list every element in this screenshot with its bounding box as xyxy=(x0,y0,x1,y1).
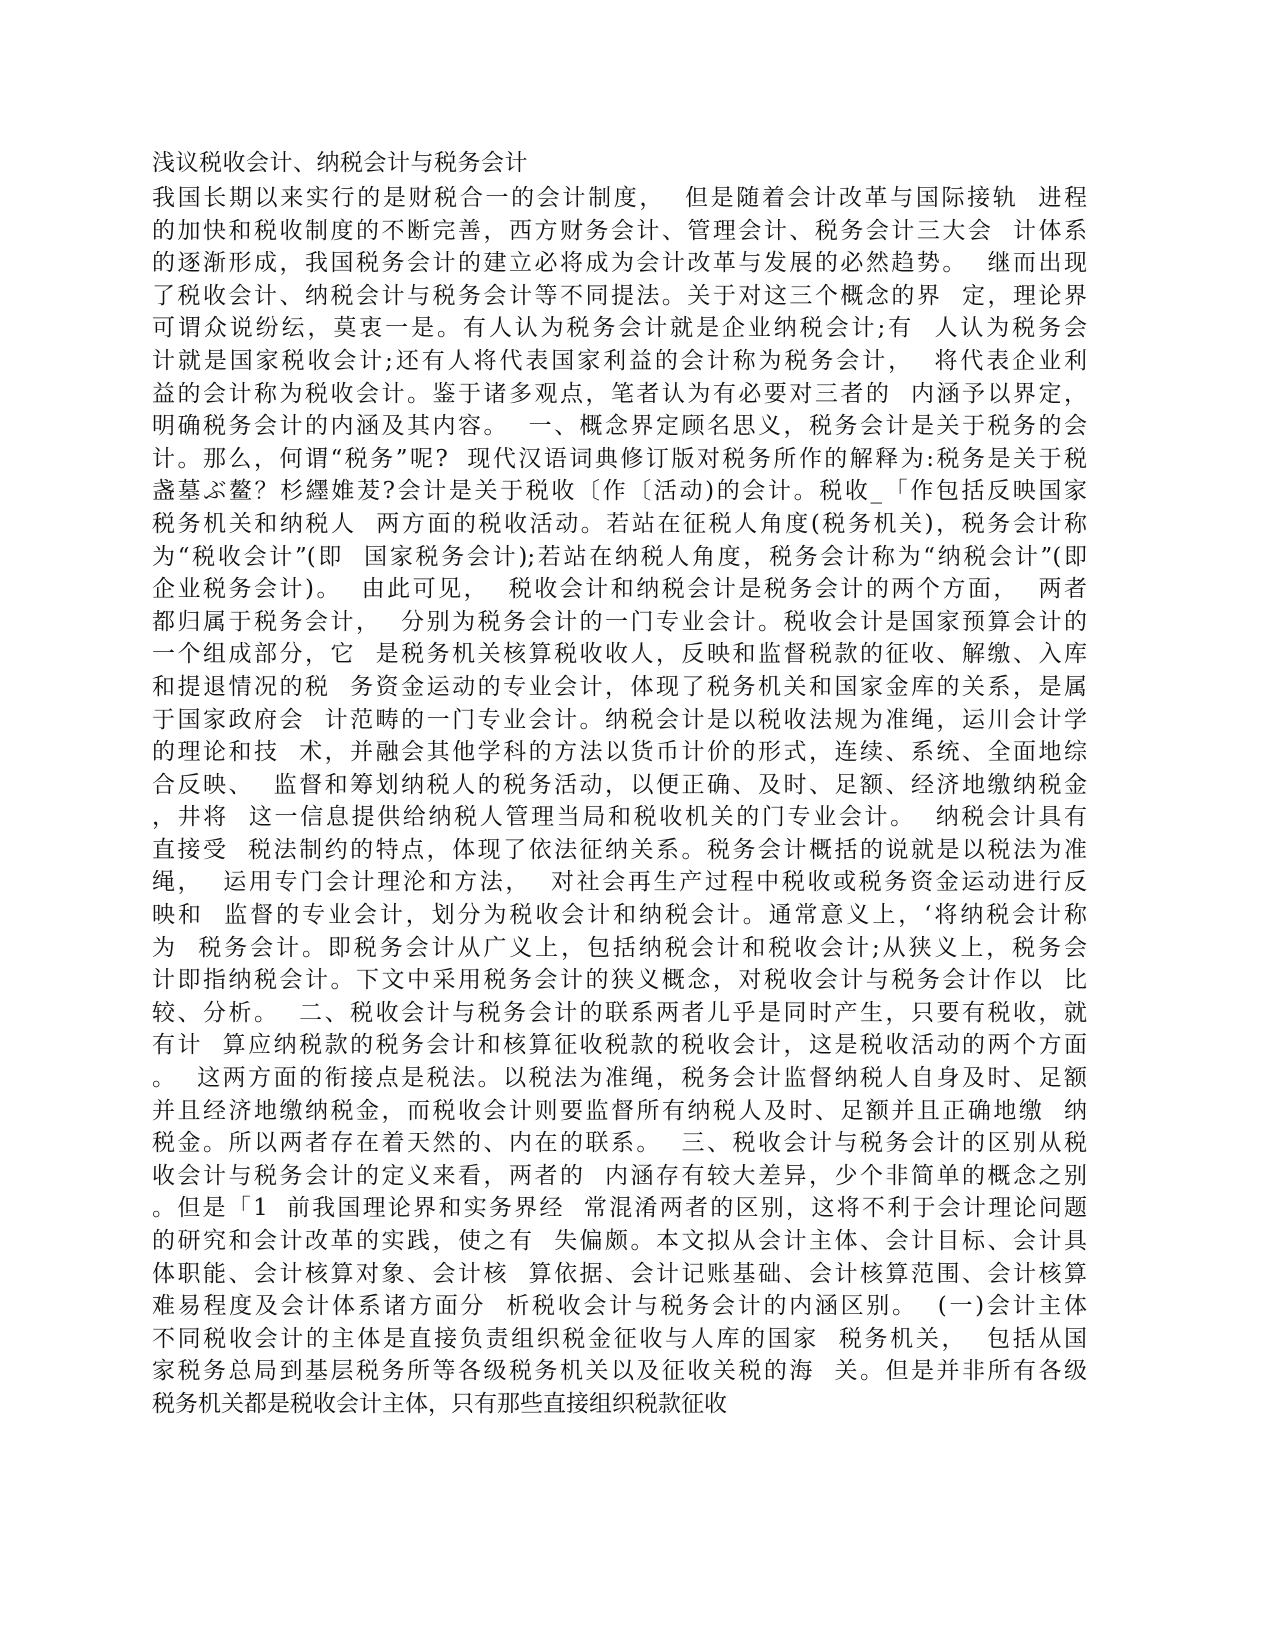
body-text-line: 企业税务会计)。 由此可见， 税收会计和纳税会计是税务会计的两个方面， 两者 xyxy=(152,576,1087,603)
body-text-line: 有计 算应纳税款的税务会计和核算征收税款的税收会计，这是税收活动的两个方面 xyxy=(152,1032,1087,1059)
body-text-line: 和提退情况的税 务资金运动的专业会计，体现了税务机关和国家金库的关系，是属 xyxy=(152,673,1087,700)
body-text-line: 合反映、 监督和筹划纳税人的税务活动，以便正确、及时、足额、经济地缴纳税金 xyxy=(152,771,1087,798)
body-text-line: 体职能、会计核算对象、会计核 算依据、会计记账基础、会计核算范围、会计核算 xyxy=(152,1260,1087,1287)
body-text-line: 的逐渐形成，我国税务会计的建立必将成为会计改革与发展的必然趋势。 继而出现 xyxy=(152,250,1087,277)
body-text-line: 直接受 税法制约的特点，体现了依法征纳关系。税务会计概括的说就是以税法为准 xyxy=(152,836,1087,863)
body-text-line: 为“税收会计”(即 国家税务会计);若站在纳税人角度，税务会计称为“纳税会计”(即 xyxy=(152,543,1087,570)
body-text-line: 家税务总局到基层税务所等各级税务机关以及征收关税的海 关。但是并非所有各级 xyxy=(152,1358,1087,1385)
body-text-line: 。但是「1 前我国理论界和实务界经 常混淆两者的区别，这将不利于会计理论问题 xyxy=(152,1195,1087,1222)
body-text-line: 的研究和会计改革的实践，使之有 失偏颇。本文拟从会计主体、会计目标、会计具 xyxy=(152,1228,1087,1254)
body-text-line: 为 税务会计。即税务会计从广义上，包括纳税会计和税收会计;从狭义上，税务会 xyxy=(152,934,1087,961)
body-text-line: 可谓众说纷纭，莫衷一是。有人认为税务会计就是企业纳税会计;有 人认为税务会 xyxy=(152,315,1087,342)
body-text-line: 较、分析。 二、税收会计与税务会计的联系两者儿乎是同时产生，只要有税收，就 xyxy=(152,999,1087,1026)
body-text-line: 税金。所以两者存在着天然的、内在的联系。 三、税收会计与税务会计的区别从税 xyxy=(152,1130,1087,1157)
body-text-line: 都归属于税务会计， 分别为税务会计的一门专业会计。税收会计是国家预算会计的 xyxy=(152,608,1087,635)
body-text-line: 绳， 运用专门会计理沦和方法， 对社会再生产过程中税收或税务资金运动进行反 xyxy=(152,869,1087,896)
body-text-line: 不同税收会计的主体是直接负责组织税金征收与人库的国家 税务机关， 包括从国 xyxy=(152,1325,1087,1352)
body-text-line: 我国长期以来实行的是财税合一的会计制度， 但是随着会计改革与国际接轨 进程 xyxy=(152,185,1087,211)
body-text-line: 的理论和技 术，并融会其他学科的方法以货币计价的形式，连续、系统、全面地综 xyxy=(152,739,1087,766)
body-text-line: 收会计与税务会计的定义来看，两者的 内涵存有较大差异，少个非简单的概念之别 xyxy=(152,1162,1087,1189)
body-text-line: 计。那么，何谓“税务”呢? 现代汉语词典修订版对税务所作的解释为:税务是关于税 xyxy=(152,445,1087,472)
body-text-line: 难易程度及会计体系诸方面分 析税收会计与税务会计的内涵区别。 (一)会计主体 xyxy=(152,1293,1087,1320)
body-text-line: 一个组成部分，它 是税务机关核算税收收人，反映和监督税款的征收、解缴、入库 xyxy=(152,641,1087,668)
body-text-line: ，井将 这一信息提供给纳税人管理当局和税收机关的门专业会计。 纳税会计具有 xyxy=(152,804,1087,831)
body-text-line: 计就是国家税收会计;还有人将代表国家利益的会计称为税务会计， 将代表企业利 xyxy=(152,347,1087,374)
body-text-line: 税务机关和纳税人 两方面的税收活动。若站在征税人角度(税务机关)，税务会计称 xyxy=(152,510,1087,537)
document-title: 浅议税收会计、纳税会计与税务会计 xyxy=(152,150,528,176)
body-text-line: 映和 监督的专业会计，划分为税收会计和纳税会计。通常意义上，‘将纳税会计称 xyxy=(152,902,1087,929)
body-text-line: 益的会计称为税收会计。鉴于诸多观点，笔者认为有必要对三者的 内涵予以界定， xyxy=(152,380,1087,407)
body-text-line: 税务机关都是税收会计主体，只有那些直接组织税款征收 xyxy=(152,1390,727,1417)
body-text-line: 了税收会计、纳税会计与税务会计等不同提法。关于对这三个概念的界 定，理论界 xyxy=(152,282,1087,309)
body-text-line: 并且经济地缴纳税金，而税收会计则要监督所有纳税人及时、足额并且正确地缴 纳 xyxy=(152,1097,1087,1124)
body-text-line: 计即指纳税会计。下文中采用税务会计的狭义概念，对税收会计与税务会计作以 比 xyxy=(152,967,1087,994)
body-text-line: 的加快和税收制度的不断完善，西方财务会计、管理会计、税务会计三大会 计体系 xyxy=(152,217,1087,244)
body-text-line: 。 这两方面的衔接点是税法。以税法为准绳，税务会计监督纳税人自身及时、足额 xyxy=(152,1065,1087,1092)
document-body xyxy=(152,182,1087,1421)
body-text-line: 明确税务会计的内涵及其内容。 一、概念界定顾名思义，税务会计是关于税务的会 xyxy=(152,413,1087,440)
body-text-line: 于国家政府会 计范畴的一门专业会计。纳税会计是以税收法规为准绳，运川会计学 xyxy=(152,706,1087,733)
body-text-line: 盏墓ぶ鳌？杉纆婎茇?会计是关于税收〔作〔活动)的会计。税收_「作包括反映国家 xyxy=(152,478,1087,505)
